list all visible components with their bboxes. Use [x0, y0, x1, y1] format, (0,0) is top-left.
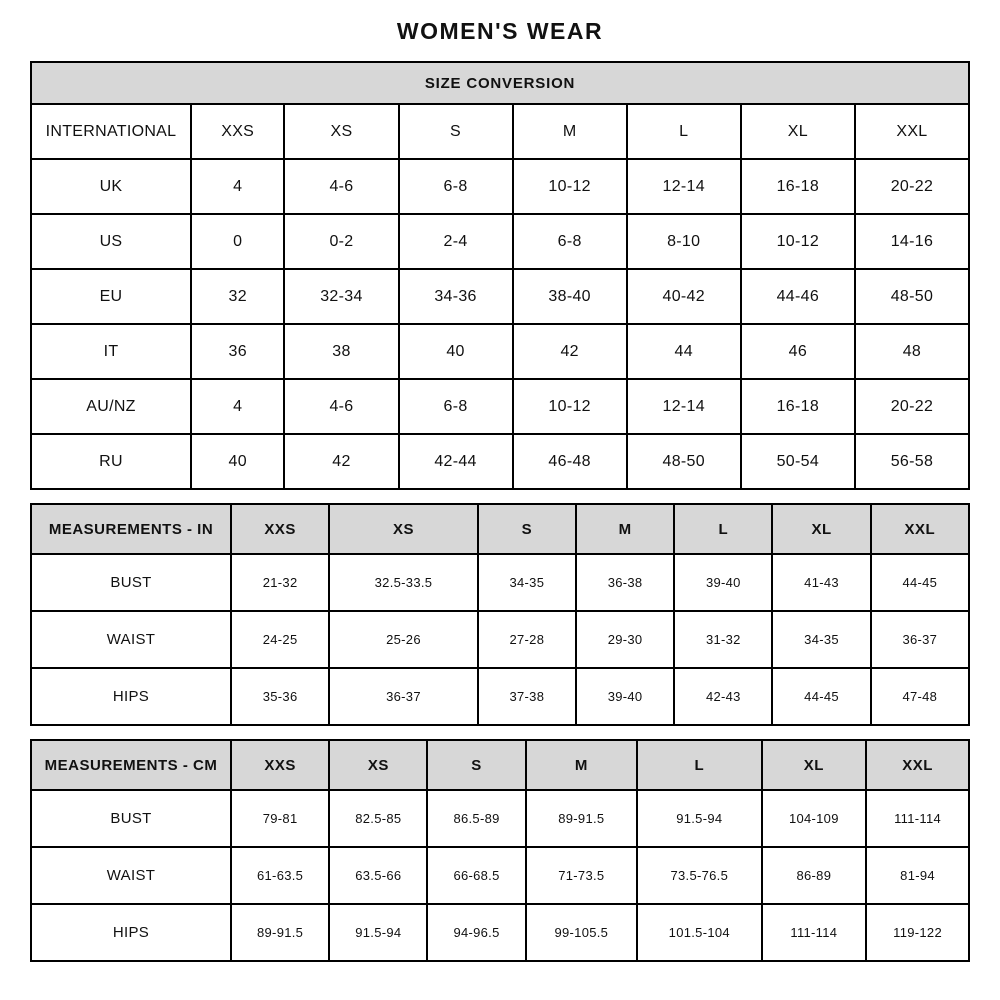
- table-cell: 36-38: [576, 554, 674, 611]
- table-cell: 38-40: [513, 269, 627, 324]
- table-cell: XL: [741, 104, 855, 159]
- table-cell: 16-18: [741, 159, 855, 214]
- table-cell: XXL: [855, 104, 969, 159]
- table-cell: 4-6: [284, 379, 398, 434]
- table-cell: 44: [627, 324, 741, 379]
- table-cell: 4: [191, 159, 284, 214]
- table-cell: 14-16: [855, 214, 969, 269]
- table-cell: 119-122: [866, 904, 969, 961]
- table-cell: 81-94: [866, 847, 969, 904]
- table-cell: 47-48: [871, 668, 969, 725]
- table-cell: 46: [741, 324, 855, 379]
- table-cell: 44-45: [871, 554, 969, 611]
- table-cell: 111-114: [762, 904, 867, 961]
- table-row: [31, 214, 969, 269]
- table-row: [31, 269, 969, 324]
- table-cell: 25-26: [329, 611, 478, 668]
- table-cell: 31-32: [674, 611, 772, 668]
- table-title: SIZE CONVERSION: [31, 62, 969, 104]
- measurements-in-table: [30, 503, 970, 726]
- row-label: RU: [31, 434, 191, 489]
- table-row: [31, 324, 969, 379]
- table-cell: 91.5-94: [329, 904, 427, 961]
- table-cell: 20-22: [855, 159, 969, 214]
- table-cell: 12-14: [627, 159, 741, 214]
- column-header: XXL: [866, 740, 969, 790]
- table-cell: XS: [284, 104, 398, 159]
- table-cell: 36-37: [871, 611, 969, 668]
- table-row: [31, 668, 969, 725]
- row-label: US: [31, 214, 191, 269]
- table-row: [31, 611, 969, 668]
- table-cell: 42: [284, 434, 398, 489]
- table-cell: 4: [191, 379, 284, 434]
- column-header: XXS: [231, 504, 329, 554]
- table-row: [31, 790, 969, 847]
- table-header-row: [31, 504, 969, 554]
- table-cell: 16-18: [741, 379, 855, 434]
- table-cell: 10-12: [513, 159, 627, 214]
- table-cell: 99-105.5: [526, 904, 637, 961]
- table-cell: 32-34: [284, 269, 398, 324]
- table-cell: 27-28: [478, 611, 576, 668]
- table-cell: 36: [191, 324, 284, 379]
- table-cell: 34-36: [399, 269, 513, 324]
- row-label: HIPS: [31, 904, 231, 961]
- table-row: [31, 554, 969, 611]
- table-cell: 40: [399, 324, 513, 379]
- table-cell: 111-114: [866, 790, 969, 847]
- table-cell: 29-30: [576, 611, 674, 668]
- table-row: [31, 379, 969, 434]
- column-header: XS: [329, 740, 427, 790]
- table-cell: 101.5-104: [637, 904, 762, 961]
- table-cell: 50-54: [741, 434, 855, 489]
- table-cell: 8-10: [627, 214, 741, 269]
- table-cell: 36-37: [329, 668, 478, 725]
- table-cell: 66-68.5: [427, 847, 525, 904]
- table-cell: 0: [191, 214, 284, 269]
- table-banner-row: [31, 62, 969, 104]
- table-cell: 21-32: [231, 554, 329, 611]
- row-label: INTERNATIONAL: [31, 104, 191, 159]
- row-label: HIPS: [31, 668, 231, 725]
- table-cell: 39-40: [674, 554, 772, 611]
- table-cell: 4-6: [284, 159, 398, 214]
- row-label: AU/NZ: [31, 379, 191, 434]
- table-cell: 42-44: [399, 434, 513, 489]
- column-header: M: [526, 740, 637, 790]
- table-cell: 10-12: [741, 214, 855, 269]
- table-cell: 48-50: [627, 434, 741, 489]
- row-label: WAIST: [31, 847, 231, 904]
- column-header: S: [478, 504, 576, 554]
- table-cell: 44-45: [772, 668, 870, 725]
- table-cell: S: [399, 104, 513, 159]
- column-header: XL: [772, 504, 870, 554]
- column-header: XXL: [871, 504, 969, 554]
- table-cell: 35-36: [231, 668, 329, 725]
- table-cell: 91.5-94: [637, 790, 762, 847]
- column-header: L: [674, 504, 772, 554]
- table-cell: 2-4: [399, 214, 513, 269]
- measurements-cm-table: [30, 739, 970, 962]
- table-cell: 46-48: [513, 434, 627, 489]
- column-header: L: [637, 740, 762, 790]
- table-row: [31, 159, 969, 214]
- size-conversion-table: [30, 61, 970, 490]
- row-label: UK: [31, 159, 191, 214]
- table-cell: 20-22: [855, 379, 969, 434]
- table-row: [31, 847, 969, 904]
- table-cell: 32.5-33.5: [329, 554, 478, 611]
- table-cell: 48: [855, 324, 969, 379]
- row-label: BUST: [31, 790, 231, 847]
- table-cell: 39-40: [576, 668, 674, 725]
- table-cell: 6-8: [399, 159, 513, 214]
- table-header-row: [31, 740, 969, 790]
- table-cell: 34-35: [478, 554, 576, 611]
- table-row: [31, 434, 969, 489]
- column-header: M: [576, 504, 674, 554]
- table-row: [31, 904, 969, 961]
- table-cell: 44-46: [741, 269, 855, 324]
- table-row: [31, 104, 969, 159]
- table-cell: XXS: [191, 104, 284, 159]
- table-cell: 32: [191, 269, 284, 324]
- row-label: IT: [31, 324, 191, 379]
- table-title: MEASUREMENTS - IN: [31, 504, 231, 554]
- table-cell: M: [513, 104, 627, 159]
- table-cell: 6-8: [513, 214, 627, 269]
- table-cell: 40: [191, 434, 284, 489]
- table-cell: 56-58: [855, 434, 969, 489]
- page-title: WOMEN'S WEAR: [396, 18, 604, 44]
- table-cell: 94-96.5: [427, 904, 525, 961]
- table-cell: 6-8: [399, 379, 513, 434]
- table-cell: 10-12: [513, 379, 627, 434]
- table-cell: 12-14: [627, 379, 741, 434]
- table-cell: 73.5-76.5: [637, 847, 762, 904]
- table-cell: 79-81: [231, 790, 329, 847]
- table-cell: 37-38: [478, 668, 576, 725]
- table-cell: 104-109: [762, 790, 867, 847]
- table-title: MEASUREMENTS - CM: [31, 740, 231, 790]
- table-cell: 41-43: [772, 554, 870, 611]
- column-header: S: [427, 740, 525, 790]
- row-label: EU: [31, 269, 191, 324]
- table-cell: 34-35: [772, 611, 870, 668]
- row-label: WAIST: [31, 611, 231, 668]
- table-cell: 38: [284, 324, 398, 379]
- row-label: BUST: [31, 554, 231, 611]
- table-cell: L: [627, 104, 741, 159]
- table-cell: 40-42: [627, 269, 741, 324]
- table-cell: 82.5-85: [329, 790, 427, 847]
- table-cell: 63.5-66: [329, 847, 427, 904]
- table-cell: 42-43: [674, 668, 772, 725]
- table-cell: 89-91.5: [526, 790, 637, 847]
- column-header: XS: [329, 504, 478, 554]
- table-cell: 86.5-89: [427, 790, 525, 847]
- table-cell: 0-2: [284, 214, 398, 269]
- table-cell: 42: [513, 324, 627, 379]
- table-cell: 61-63.5: [231, 847, 329, 904]
- column-header: XXS: [231, 740, 329, 790]
- table-cell: 86-89: [762, 847, 867, 904]
- table-cell: 24-25: [231, 611, 329, 668]
- table-cell: 48-50: [855, 269, 969, 324]
- column-header: XL: [762, 740, 867, 790]
- table-cell: 89-91.5: [231, 904, 329, 961]
- table-cell: 71-73.5: [526, 847, 637, 904]
